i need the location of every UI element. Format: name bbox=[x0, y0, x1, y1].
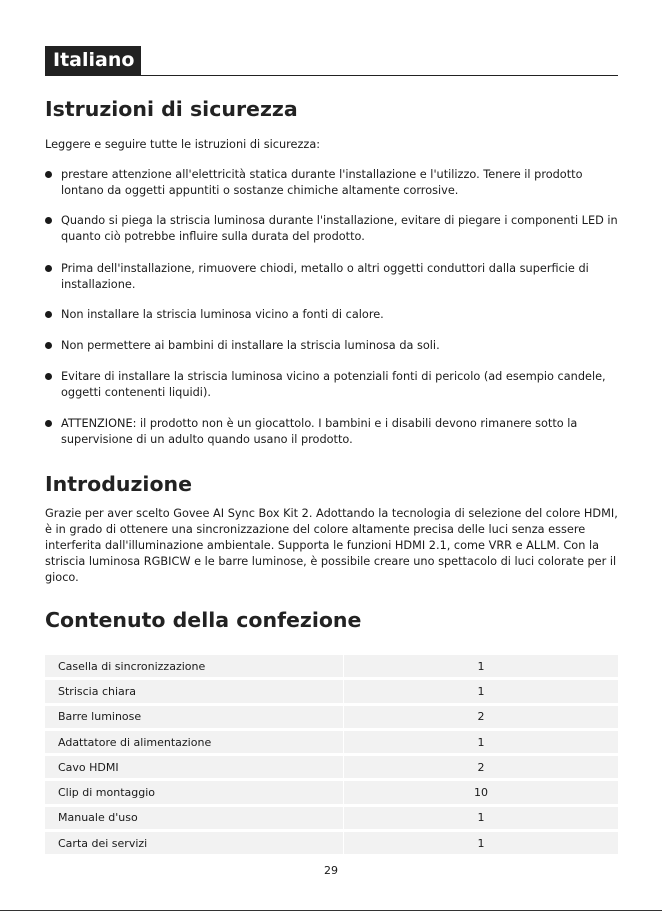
bullet-icon bbox=[45, 373, 52, 380]
package-contents-table bbox=[45, 652, 618, 857]
list-item: ATTENZIONE: il prodotto non è un giocattolo. I bambini e i disabili devono rimanere sotto la supervisione di un adulto quando usano il prodotto. bbox=[45, 416, 620, 447]
item-quantity: 1 bbox=[344, 731, 618, 753]
list-item: Prima dell'installazione, rimuovere chiodi, metallo o altri oggetti conduttori dalla superficie di installazione. bbox=[45, 261, 620, 292]
safety-title: Istruzioni di sicurezza bbox=[45, 97, 298, 121]
bullet-icon bbox=[45, 311, 52, 318]
item-name: Striscia chiara bbox=[45, 680, 344, 702]
bullet-icon bbox=[45, 171, 52, 178]
language-badge: Italiano bbox=[45, 46, 141, 75]
item-name: Manuale d'uso bbox=[45, 807, 344, 829]
table-row bbox=[45, 807, 618, 829]
item-name: Cavo HDMI bbox=[45, 756, 344, 778]
table-row bbox=[45, 756, 618, 778]
page-number: 29 bbox=[324, 864, 338, 877]
bullet-icon bbox=[45, 217, 52, 224]
item-quantity: 1 bbox=[344, 832, 618, 854]
table-row bbox=[45, 680, 618, 702]
item-quantity: 1 bbox=[344, 807, 618, 829]
table-row bbox=[45, 781, 618, 803]
table-row bbox=[45, 706, 618, 728]
bullet-icon bbox=[45, 265, 52, 272]
list-item: Non installare la striscia luminosa vicino a fonti di calore. bbox=[45, 307, 620, 323]
item-quantity: 10 bbox=[344, 781, 618, 803]
table-row bbox=[45, 832, 618, 854]
table-row bbox=[45, 655, 618, 677]
bullet-icon bbox=[45, 420, 52, 427]
list-item: Evitare di installare la striscia luminosa vicino a potenziali fonti di pericolo (ad esempio candele, oggetti contenenti liquidi). bbox=[45, 369, 620, 400]
item-name: Casella di sincronizzazione bbox=[45, 655, 344, 677]
bottom-divider bbox=[0, 910, 662, 911]
package-title: Contenuto della confezione bbox=[45, 608, 362, 632]
list-item: Quando si piega la striscia luminosa durante l'installazione, evitare di piegare i componenti LED in quanto ciò potrebbe influire sulla durata del prodotto. bbox=[45, 213, 620, 244]
table-row bbox=[45, 731, 618, 753]
introduction-text: Grazie per aver scelto Govee AI Sync Box Kit 2. Adottando la tecnologia di selezione del colore HDMI, è in grado di ottenere una sincronizzazione del colore altamente precisa delle luci senza essere interferita dall'illuminazione ambientale. Supporta le funzioni HDMI 2.1, come VRR e ALLM. Con la striscia luminosa RGBICW e le barre luminose, è possibile creare uno spettacolo di luci colorate per il gioco. bbox=[45, 507, 618, 584]
item-name: Adattatore di alimentazione bbox=[45, 731, 344, 753]
bullet-icon bbox=[45, 342, 52, 349]
item-quantity: 1 bbox=[344, 655, 618, 677]
item-name: Barre luminose bbox=[45, 706, 344, 728]
introduction-title: Introduzione bbox=[45, 472, 193, 496]
item-quantity: 2 bbox=[344, 706, 618, 728]
item-quantity: 2 bbox=[344, 756, 618, 778]
list-item: Non permettere ai bambini di installare la striscia luminosa da soli. bbox=[45, 338, 620, 354]
item-name: Clip di montaggio bbox=[45, 781, 344, 803]
item-quantity: 1 bbox=[344, 680, 618, 702]
list-item: prestare attenzione all'elettricità statica durante l'installazione e l'utilizzo. Tenere il prodotto lontano da oggetti appuntiti o sostanze chimiche altamente corrosive. bbox=[45, 167, 620, 198]
safety-intro: Leggere e seguire tutte le istruzioni di sicurezza: bbox=[45, 138, 321, 151]
language-header bbox=[45, 46, 618, 76]
item-name: Carta dei servizi bbox=[45, 832, 344, 854]
